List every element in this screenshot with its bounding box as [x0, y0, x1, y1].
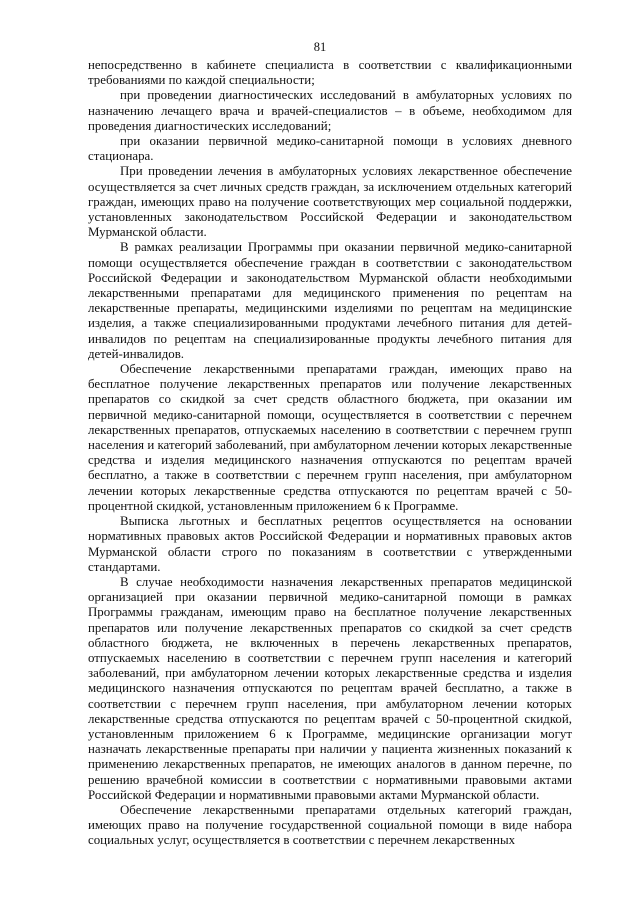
paragraph: при оказании первичной медико-санитарной помощи в условиях дневного стационара. [88, 134, 572, 164]
paragraph: Обеспечение лекарственными препаратами граждан, имеющих право на бесплатное получение лекарственных препаратов или получение лекарственных препаратов со скидкой за счет средств областного бюджета, при оказании им первичной медико-санитарной помощи, осуществляется в соответствии с перечнем лекарственных препаратов, отпускаемых населению в соответствии с перечнем групп населения и категорий заболеваний, при амбулаторном лечении которых лекарственные средства и изделия медицинского назначения отпускаются по рецептам врачей бесплатно, а также в соответствии с перечнем групп населения, при амбулаторном лечении которых лекарственные средства отпускаются по рецептам врачей с 50-процентной скидкой, установленным приложением 6 к Программе. [88, 362, 572, 513]
paragraph: В случае необходимости назначения лекарственных препаратов медицинской организацией при оказании первичной медико-санитарной помощи в рамках Программы гражданам, имеющим право на бесплатное получение лекарственных препаратов или получение лекарственных препаратов со скидкой за счет средств областного бюджета, не включенных в перечень лекарственных препаратов, отпускаемых населению в соответствии с перечнем групп населения и категорий заболеваний, при амбулаторном лечении которых лекарственные средства и изделия медицинского назначения отпускаются по рецептам врачей бесплатно, а также в соответствии с перечнем групп населения, при амбулаторном лечении которых лекарственные средства отпускаются по рецептам врачей с 50-процентной скидкой, установленным приложением 6 к Программе, медицинские организации могут назначать лекарственные препараты при наличии у пациента жизненных показаний к применению лекарственных препаратов, не имеющих аналогов в данном перечне, по решению врачебной комиссии в соответствии с нормативными правовыми актами Российской Федерации и нормативными правовыми актами Мурманской области. [88, 574, 572, 802]
paragraph: Обеспечение лекарственными препаратами отдельных категорий граждан, имеющих право на получение государственной социальной помощи в виде набора социальных услуг, осуществляется в соответствии с перечнем лекарственных [88, 802, 572, 848]
paragraph-continuation: непосредственно в кабинете специалиста в соответствии с квалификационными требованиями по каждой специальности; [88, 58, 572, 88]
paragraph: Выписка льготных и бесплатных рецептов осуществляется на основании нормативных правовых актов Российской Федерации и нормативных правовых актов Мурманской области строго по показаниям в соответствии с утвержденными стандартами. [88, 514, 572, 574]
paragraph: при проведении диагностических исследований в амбулаторных условиях по назначению лечащего врача и врачей-специалистов – в объеме, необходимом для проведения диагностических исследований; [88, 88, 572, 133]
paragraph: При проведении лечения в амбулаторных условиях лекарственное обеспечение осуществляется за счет личных средств граждан, за исключением отдельных категорий граждан, имеющих право на получение соответствующих мер социальной поддержки, установленных законодательством Российской Федерации и законодательством Мурманской области. [88, 164, 572, 240]
body-text [88, 58, 572, 849]
page-number: 81 [313, 40, 327, 54]
paragraph: В рамках реализации Программы при оказании первичной медико-санитарной помощи осуществляется обеспечение граждан в соответствии с законодательством Российской Федерации и законодательством Мурманской области необходимыми лекарственными препаратами для медицинского применения по рецептам на лекарственные препараты, медицинскими изделиями по рецептам на медицинские изделия, а также специализированными продуктами лечебного питания для детей-инвалидов по рецептам на специализированные продукты лечебного питания для детей-инвалидов. [88, 240, 572, 361]
